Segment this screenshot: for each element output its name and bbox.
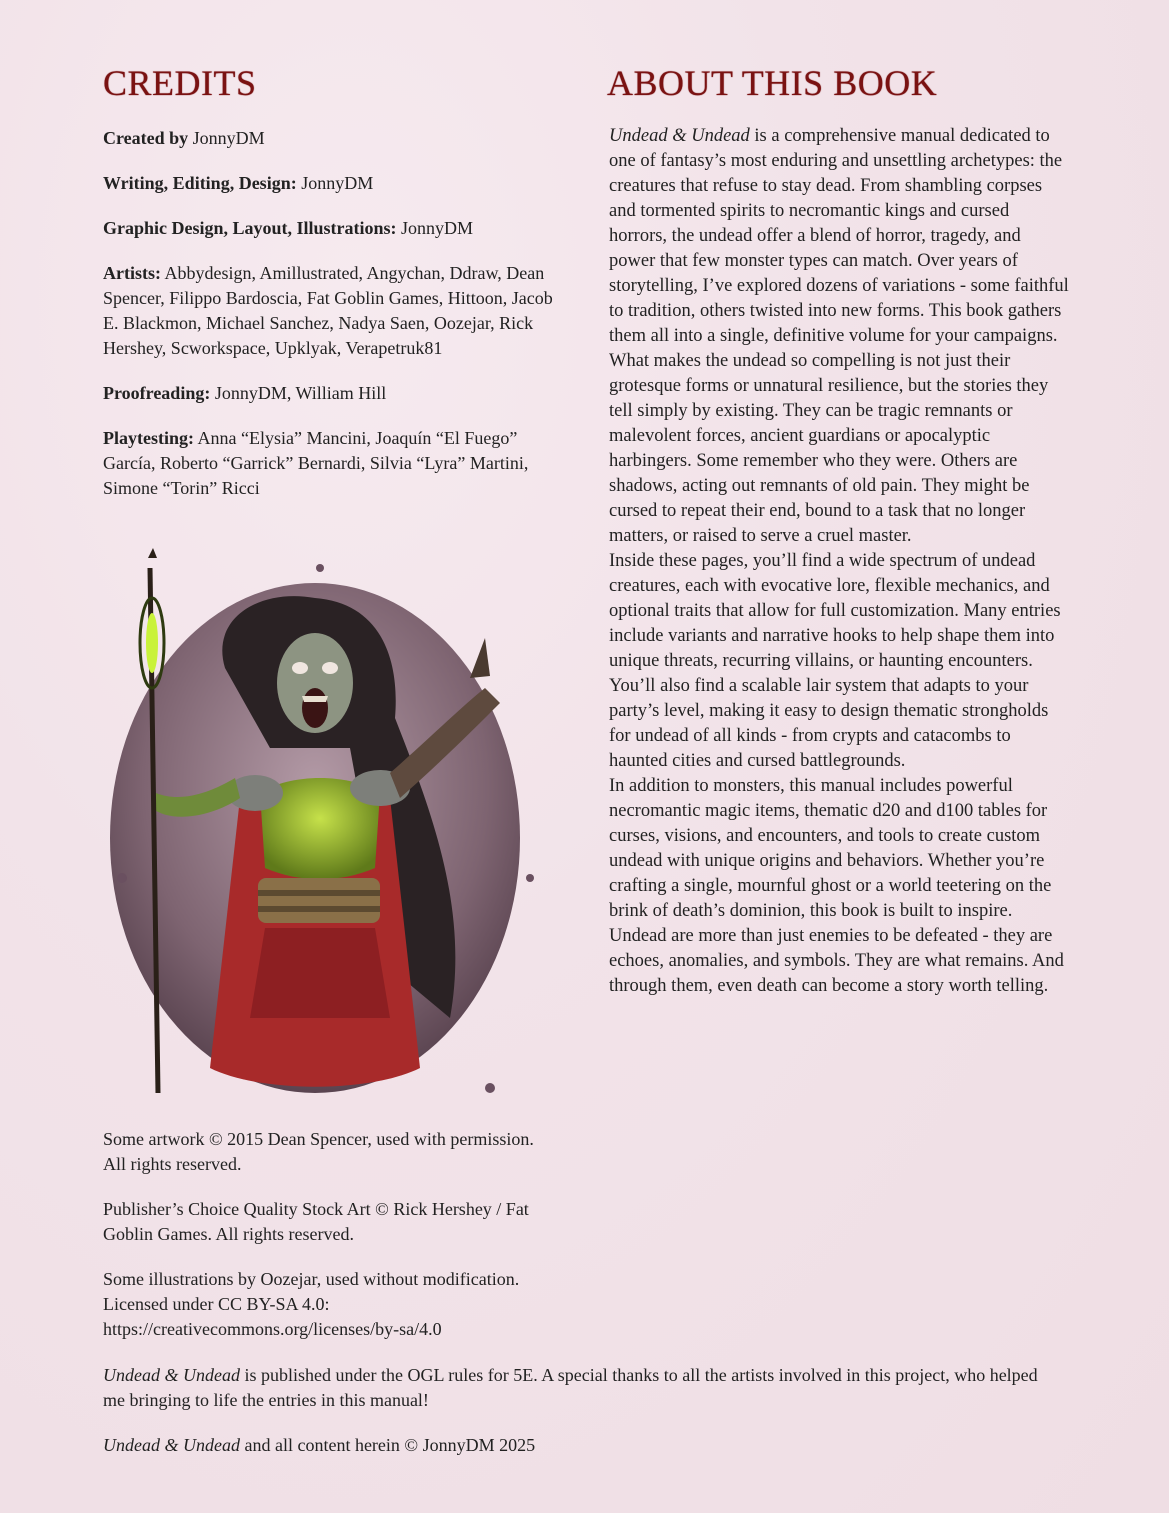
about-paragraph (609, 124, 1071, 349)
about-body (609, 124, 1071, 999)
about-paragraph: Inside these pages, you’ll find a wide spectrum of undead creatures, each with evocative lore, flexible mechanics, and optional traits that allow for full customization. Many entries include variants and narrative hooks to help shape them into unique threats, recurring villains, or haunting encounters. You’ll also find a scalable lair system that adapts to your party’s level, making it easy to design thematic strongholds for undead of all kinds - from crypts and catacombs to haunted cities and cursed battlegrounds. (609, 551, 1061, 771)
credit-value: Anna “Elysia” Mancini, Joaquín “El Fuego” García, Roberto “Garrick” Bernardi, Silvia “Lyra” Martini, Simone “Torin” Ricci (103, 428, 529, 498)
credit-label: Writing, Editing, Design: (103, 173, 297, 193)
credits-heading: CREDITS (103, 63, 257, 103)
credit-value: JonnyDM (296, 173, 374, 193)
about-paragraph: Undead are more than just enemies to be defeated - they are echoes, anomalies, and symbols. They are what remains. And through them, even death can become a story worth telling. (609, 926, 1064, 996)
undead-illustration (90, 548, 545, 1108)
credit-proofreading (103, 381, 553, 406)
credit-created-by (103, 126, 553, 151)
credit-playtesting (103, 426, 553, 501)
credit-graphic-design (103, 216, 553, 241)
book-title: Undead & Undead (609, 126, 750, 146)
book-title: Undead & Undead (103, 1365, 240, 1385)
book-title: Undead & Undead (103, 1435, 240, 1455)
footer-text: and all content herein © JonnyDM 2025 (239, 1435, 536, 1455)
credit-label: Artists: (103, 263, 161, 283)
footer-text: is published under the OGL rules for 5E. A special thanks to all the artists involved in this project, who helped me bringing to life the entries in this manual! (103, 1365, 1038, 1410)
legal-notice: Some illustrations by Oozejar, used without modification. Licensed under CC BY-SA 4.0: https://creativecommons.org/licenses/by-sa/4.0 (103, 1269, 520, 1339)
legal-notice: Publisher’s Choice Quality Stock Art © Rick Hershey / Fat Goblin Games. All rights reserved. (103, 1199, 529, 1244)
credit-value: JonnyDM, William Hill (210, 383, 387, 403)
credit-label: Playtesting: (103, 428, 194, 448)
legal-notice: Some artwork © 2015 Dean Spencer, used with permission. All rights reserved. (103, 1129, 534, 1174)
paragraph-text: is a comprehensive manual dedicated to one of fantasy’s most enduring and unsettling archetypes: the creatures that refuse to stay dead. From shambling corpses and tormented spirits to necromantic kings and cursed horrors, the undead offer a blend of horror, tragedy, and power that few monster types can match. Over years of storytelling, I’ve explored dozens of variations - some faithful to tradition, others twisted into new forms. This book gathers them all into a single, definitive volume for your campaigns. (609, 126, 1069, 346)
credit-label: Proofreading: (103, 383, 211, 403)
about-paragraph: What makes the undead so compelling is not just their grotesque forms or unnatural resilience, but the stories they tell simply by existing. They can be tragic remnants or malevolent forces, ancient guardians or apocalyptic harbingers. Some remember who they were. Others are shadows, acting out remnants of old pain. They might be cursed to repeat their end, bound to a task that no longer matters, or raised to serve a cruel master. (609, 351, 1049, 546)
ogl-notice (103, 1363, 1063, 1413)
about-paragraph: In addition to monsters, this manual includes powerful necromantic magic items, thematic d20 and d100 tables for curses, visions, and encounters, and tools to create custom undead with unique origins and behaviors. Whether you’re crafting a single, mournful ghost or a world teetering on the brink of death’s dominion, this book is built to inspire. (609, 776, 1052, 921)
credit-writing (103, 171, 553, 196)
credit-value: Abbydesign, Amillustrated, Angychan, Ddraw, Dean Spencer, Filippo Bardoscia, Fat Goblin Games, Hittoon, Jacob E. Blackmon, Michael Sanchez, Nadya Saen, Oozejar, Rick Hershey, Scworkspace, Upklyak, Verapetruk81 (103, 263, 553, 358)
legal-notices (103, 1127, 558, 1362)
credits-list (103, 126, 553, 521)
copyright-notice (103, 1433, 1063, 1458)
credit-value: JonnyDM (188, 128, 265, 148)
credit-label: Graphic Design, Layout, Illustrations: (103, 218, 397, 238)
footer-notes (103, 1363, 1063, 1478)
credit-artists (103, 261, 553, 361)
about-heading: ABOUT THIS BOOK (607, 63, 938, 103)
credit-value: JonnyDM (396, 218, 474, 238)
credit-label: Created by (103, 128, 189, 148)
